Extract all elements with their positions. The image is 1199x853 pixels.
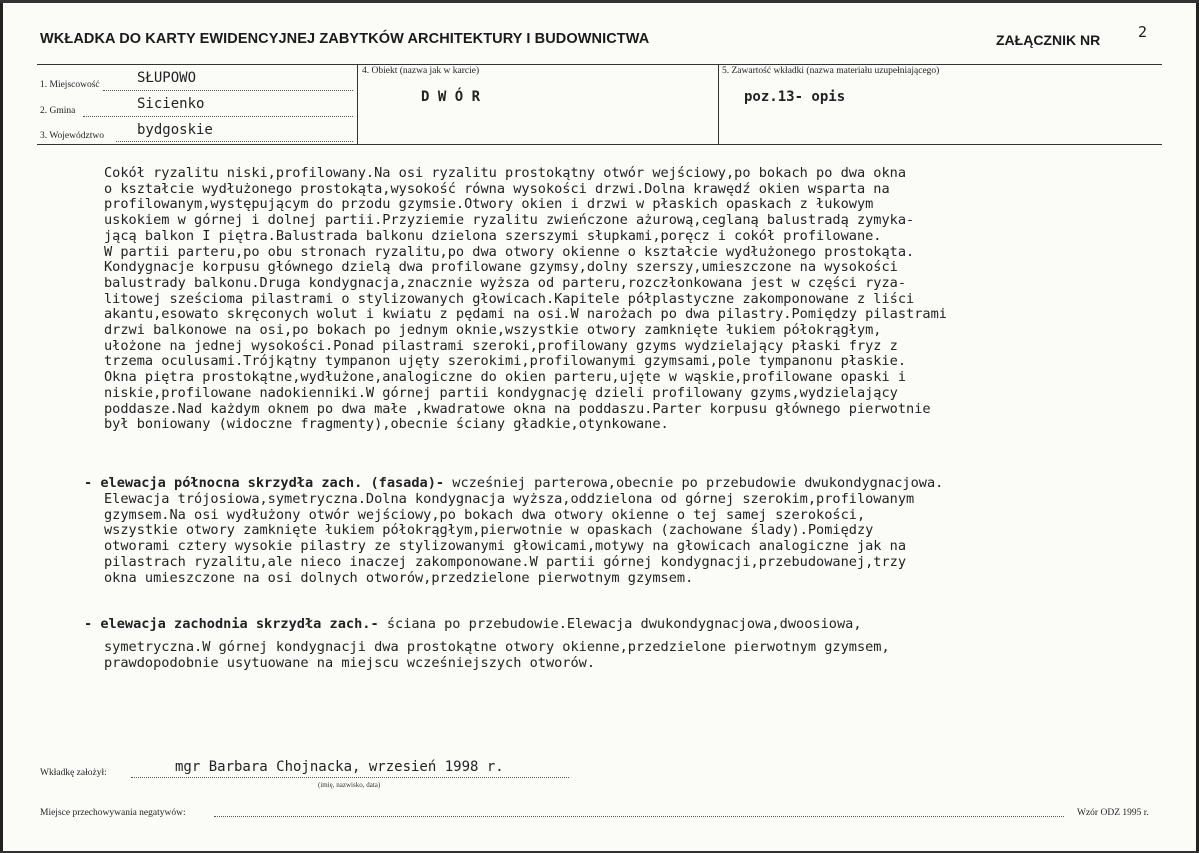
miejscowosc-label: 1. Miejscowość bbox=[40, 80, 100, 90]
zawartosc-value: poz.13- opis bbox=[744, 89, 846, 105]
zalozyl-value: mgr Barbara Chojnacka, wrzesień 1998 r. bbox=[175, 759, 504, 775]
form-title: WKŁADKA DO KARTY EWIDENCYJNEJ ZABYTKÓW ARCHITEKTURY I BUDOWNICTWA bbox=[40, 31, 650, 47]
page-border-left bbox=[0, 0, 3, 853]
zalacznik-number: 2 bbox=[1138, 23, 1148, 41]
gmina-underline bbox=[83, 116, 353, 117]
zalozyl-label: Wkładkę założył: bbox=[40, 768, 107, 778]
table-divider-2 bbox=[718, 64, 719, 145]
obiekt-value: D W Ó R bbox=[421, 89, 481, 105]
miejscowosc-value: SŁUPOWO bbox=[137, 70, 197, 86]
wojewodztwo-label: 3. Województwo bbox=[40, 131, 104, 141]
section-west-elevation bbox=[84, 617, 862, 633]
section-north-first-line: wcześniej parterowa,obecnie po przebudowie dwukondygnacjowa. bbox=[444, 475, 944, 491]
miejscowosc-underline bbox=[103, 90, 353, 91]
section-north-body: Elewacja trójosiowa,symetryczna.Dolna kondygnacja wyższa,oddzielona od górnej szerokim,profilowanym gzymsem.Na osi wydłużony otwór wejściowy,po bokach dwa otwory okienne o tej samej szerokości, wszystkie otwory zamknięte łukiem półokrągłym,pierwotnie w opaskach (zachowane ślady).Pomiędzy otworami cztery wysokie pilastry ze stylizowanymi głowicami,motywy na głowicach analogiczne jak na pilastrach ryzalitu,ale nieco inaczej zakomponowane.W partii górnej kondygnacji,przebudowanej,trzy okna umieszczone na osi dolnych otworów,przedzielone pierwotnym gzymsem. bbox=[104, 491, 915, 586]
negatywy-underline bbox=[214, 816, 1064, 817]
section-west-first-line: ściana po przebudowie.Elewacja dwukondygnacjowa,dwoosiowa, bbox=[378, 616, 862, 632]
gmina-label: 2. Gmina bbox=[40, 106, 76, 116]
wojewodztwo-underline bbox=[116, 141, 353, 142]
section-west-heading: - elewacja zachodnia skrzydła zach.- bbox=[84, 616, 379, 632]
section-west-body: symetryczna.W górnej kondygnacji dwa prostokątne otwory okienne,przedzielone pierwotnym gzymsem, prawdopodobnie usytuowane na miejscu wcześniejszych otworów. bbox=[104, 639, 890, 671]
section-north-heading: - elewacja północna skrzydła zach. (fasada)- bbox=[84, 475, 445, 491]
zawartosc-label: 5. Zawartość wkładki (nazwa materiału uzupełniającego) bbox=[722, 66, 940, 76]
negatywy-label: Miejsce przechowywania negatywów: bbox=[40, 808, 186, 818]
zalozyl-underline bbox=[131, 777, 569, 778]
section-north-elevation bbox=[84, 476, 943, 492]
gmina-value: Sicienko bbox=[137, 96, 205, 112]
table-top-rule bbox=[37, 64, 1162, 65]
page-border-top bbox=[0, 0, 1199, 3]
zalozyl-hint: (imię, nazwisko, data) bbox=[318, 781, 381, 789]
wojewodztwo-value: bydgoskie bbox=[137, 122, 213, 138]
table-divider-1 bbox=[357, 64, 358, 145]
form-template-version: Wzór ODZ 1995 r. bbox=[1077, 808, 1149, 818]
zalacznik-label: ZAŁĄCZNIK NR bbox=[996, 32, 1101, 48]
description-paragraph: Cokół ryzalitu niski,profilowany.Na osi ryzalitu prostokątny otwór wejściowy,po bokach po dwa okna o kształcie wydłużonego prostokąta,wysokość równa wysokości drzwi.Dolna krawędź okien wsparta na profilowanym,występującym do przodu gzymsie.Otwory okien i drzwi w płaskich opaskach z łukowym uskokiem w górnej i dolnej partii.Przyziemie ryzalitu zwieńczone ażurową,ceglaną balustradą zymyka- jącą balkon I piętra.Balustrada balkonu dzielona szerszymi słupkami,poręcz i cokół profilowane. W partii parteru,po obu stronach ryzalitu,po dwa otwory okienne o kształcie wydłużonego prostokąta. Kondygnacje korpusu głównego dzielą dwa profilowane gzymsy,dolny szerszy,umieszczone na wysokości balustrady balkonu.Druga kondygnacja,znacznie wyższa od parteru,rozczłonkowana jest w części ryza- litowej sześcioma pilastrami o stylizowanych głowicach.Kapitele półplastyczne zakomponowane z liści akantu,esowato skręconych wolut i kwiatu z pędami na osi.W narożach po dwa pilastry.Pomiędzy pilastrami drzwi balkonowe na osi,po bokach po jednym oknie,wszystkie otwory zamknięte łukiem półokrągłym, ułożone na jednej wysokości.Ponad pilastrami szeroki,profilowany gzyms wydzielający płaski fryz z trzema oculusami.Trójkątny tympanon ujęty szerokimi,profilowanymi gzymsami,pole tympanonu płaskie. Okna piętra prostokątne,wydłużone,analogiczne do okien parteru,ujęte w wąskie,profilowane opaski i niskie,profilowane nadokienniki.W górnej partii kondygnację dzieli profilowany gzyms,wydzielający poddasze.Nad każdym oknem po dwa małe ,kwadratowe okna na poddaszu.Parter korpusu głównego pierwotnie był boniowany (widoczne fragmenty),obecnie ściany gładkie,otynkowane. bbox=[104, 165, 947, 433]
obiekt-label: 4. Obiekt (nazwa jak w karcie) bbox=[362, 66, 480, 76]
table-bottom-rule bbox=[37, 144, 1162, 145]
